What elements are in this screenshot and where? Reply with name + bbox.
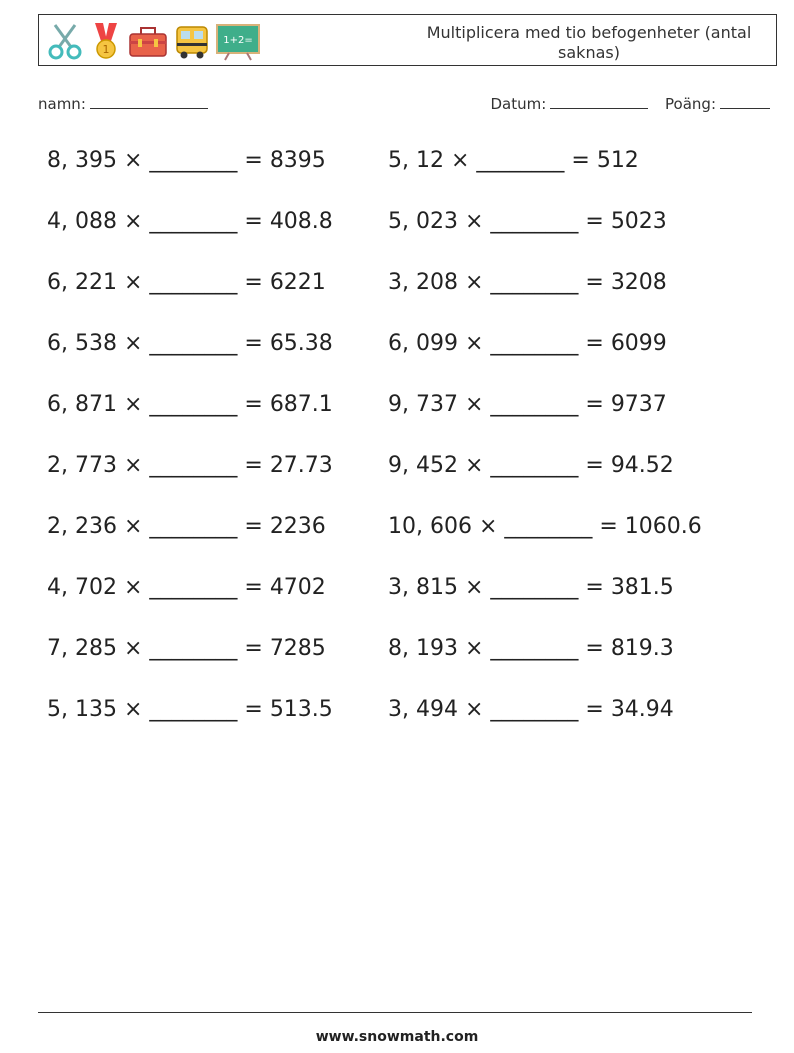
briefcase-icon [127, 21, 169, 61]
problem-right-10[interactable]: 3, 494 × ________ = 34.94 [388, 697, 674, 722]
footer-url[interactable]: www.snowmath.com [315, 1029, 479, 1045]
problem-left-7[interactable]: 2, 236 × ________ = 2236 [47, 514, 326, 539]
header-icons [45, 19, 261, 63]
page-title: Multiplicera med tio befogenheter (antal saknas) [426, 23, 752, 62]
problem-right-8[interactable]: 3, 815 × ________ = 381.5 [388, 575, 674, 600]
date-score-fields [490, 94, 770, 113]
problem-left-6[interactable]: 2, 773 × ________ = 27.73 [47, 453, 333, 478]
problem-left-1[interactable]: 8, 395 × ________ = 8395 [47, 148, 326, 173]
problem-right-3[interactable]: 3, 208 × ________ = 3208 [388, 270, 667, 295]
medal-icon [89, 21, 123, 61]
header-box [38, 14, 777, 66]
problem-right-4[interactable]: 6, 099 × ________ = 6099 [388, 331, 667, 356]
problem-left-2[interactable]: 4, 088 × ________ = 408.8 [47, 209, 333, 234]
problem-right-5[interactable]: 9, 737 × ________ = 9737 [388, 392, 667, 417]
score-label: Poäng: [665, 95, 716, 113]
problem-left-10[interactable]: 5, 135 × ________ = 513.5 [47, 697, 333, 722]
problem-right-6[interactable]: 9, 452 × ________ = 94.52 [388, 453, 674, 478]
problem-left-5[interactable]: 6, 871 × ________ = 687.1 [47, 392, 333, 417]
problem-left-3[interactable]: 6, 221 × ________ = 6221 [47, 270, 326, 295]
date-blank[interactable] [550, 94, 648, 109]
problem-right-9[interactable]: 8, 193 × ________ = 819.3 [388, 636, 674, 661]
name-field[interactable] [38, 94, 208, 113]
score-blank[interactable] [720, 94, 770, 109]
chalkboard-text: 1+2= [223, 35, 253, 46]
name-blank[interactable] [90, 94, 208, 109]
medal-number: 1 [102, 43, 110, 56]
chalkboard-icon [215, 21, 261, 61]
date-label: Datum: [490, 95, 547, 113]
problem-right-2[interactable]: 5, 023 × ________ = 5023 [388, 209, 667, 234]
problem-right-1[interactable]: 5, 12 × ________ = 512 [388, 148, 639, 173]
school-bus-icon [173, 21, 211, 61]
name-label: namn: [38, 95, 86, 113]
problem-right-7[interactable]: 10, 606 × ________ = 1060.6 [388, 514, 702, 539]
problem-left-8[interactable]: 4, 702 × ________ = 4702 [47, 575, 326, 600]
scissors-icon [45, 21, 85, 61]
problem-left-4[interactable]: 6, 538 × ________ = 65.38 [47, 331, 333, 356]
footer-divider [38, 1012, 752, 1013]
problem-left-9[interactable]: 7, 285 × ________ = 7285 [47, 636, 326, 661]
